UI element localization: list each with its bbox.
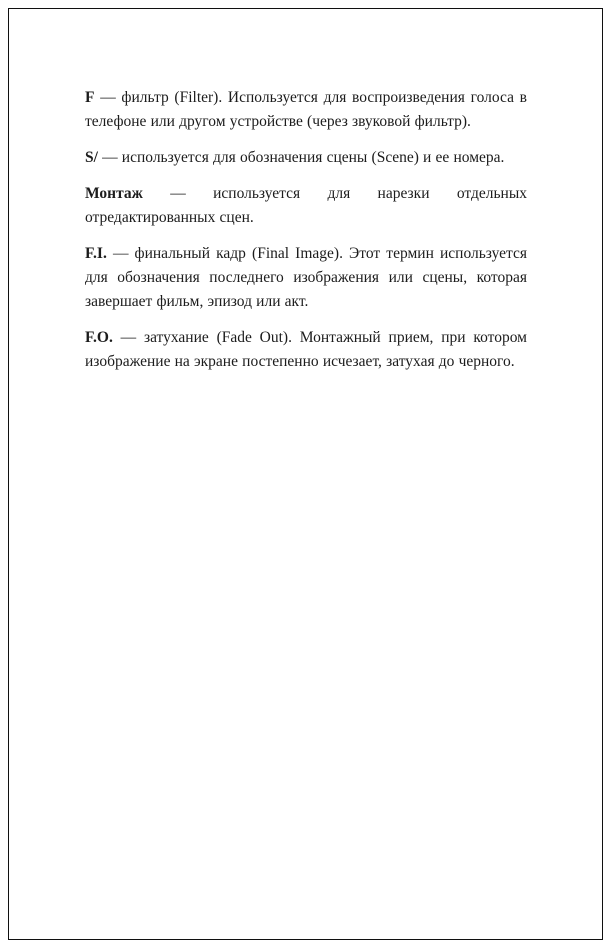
glossary-paragraph: F.O. — затухание (Fade Out). Монтажный прием, при котором изображение на экране постепенно исчезает, затухая до черного. xyxy=(85,329,527,370)
glossary-paragraph: F.I. — финальный кадр (Final Image). Этот термин используется для обозначения последнего изображения или сцены, которая завершает фильм, эпизод или акт. xyxy=(85,245,527,310)
term-label: F xyxy=(85,89,95,106)
term-label: Монтаж xyxy=(85,185,143,202)
glossary-paragraph: Монтаж — используется для нарезки отдельных отредактированных сцен. xyxy=(85,185,527,226)
term-label: S/ xyxy=(85,149,98,166)
glossary-paragraph: S/ — используется для обозначения сцены (Scene) и ее номера. xyxy=(85,149,505,166)
glossary-text-block xyxy=(85,86,527,386)
term-label: F.O. xyxy=(85,329,113,346)
term-label: F.I. xyxy=(85,245,107,262)
glossary-paragraph: F — фильтр (Filter). Используется для воспроизведения голоса в телефоне или другом устройстве (через звуковой фильтр). xyxy=(85,89,527,130)
